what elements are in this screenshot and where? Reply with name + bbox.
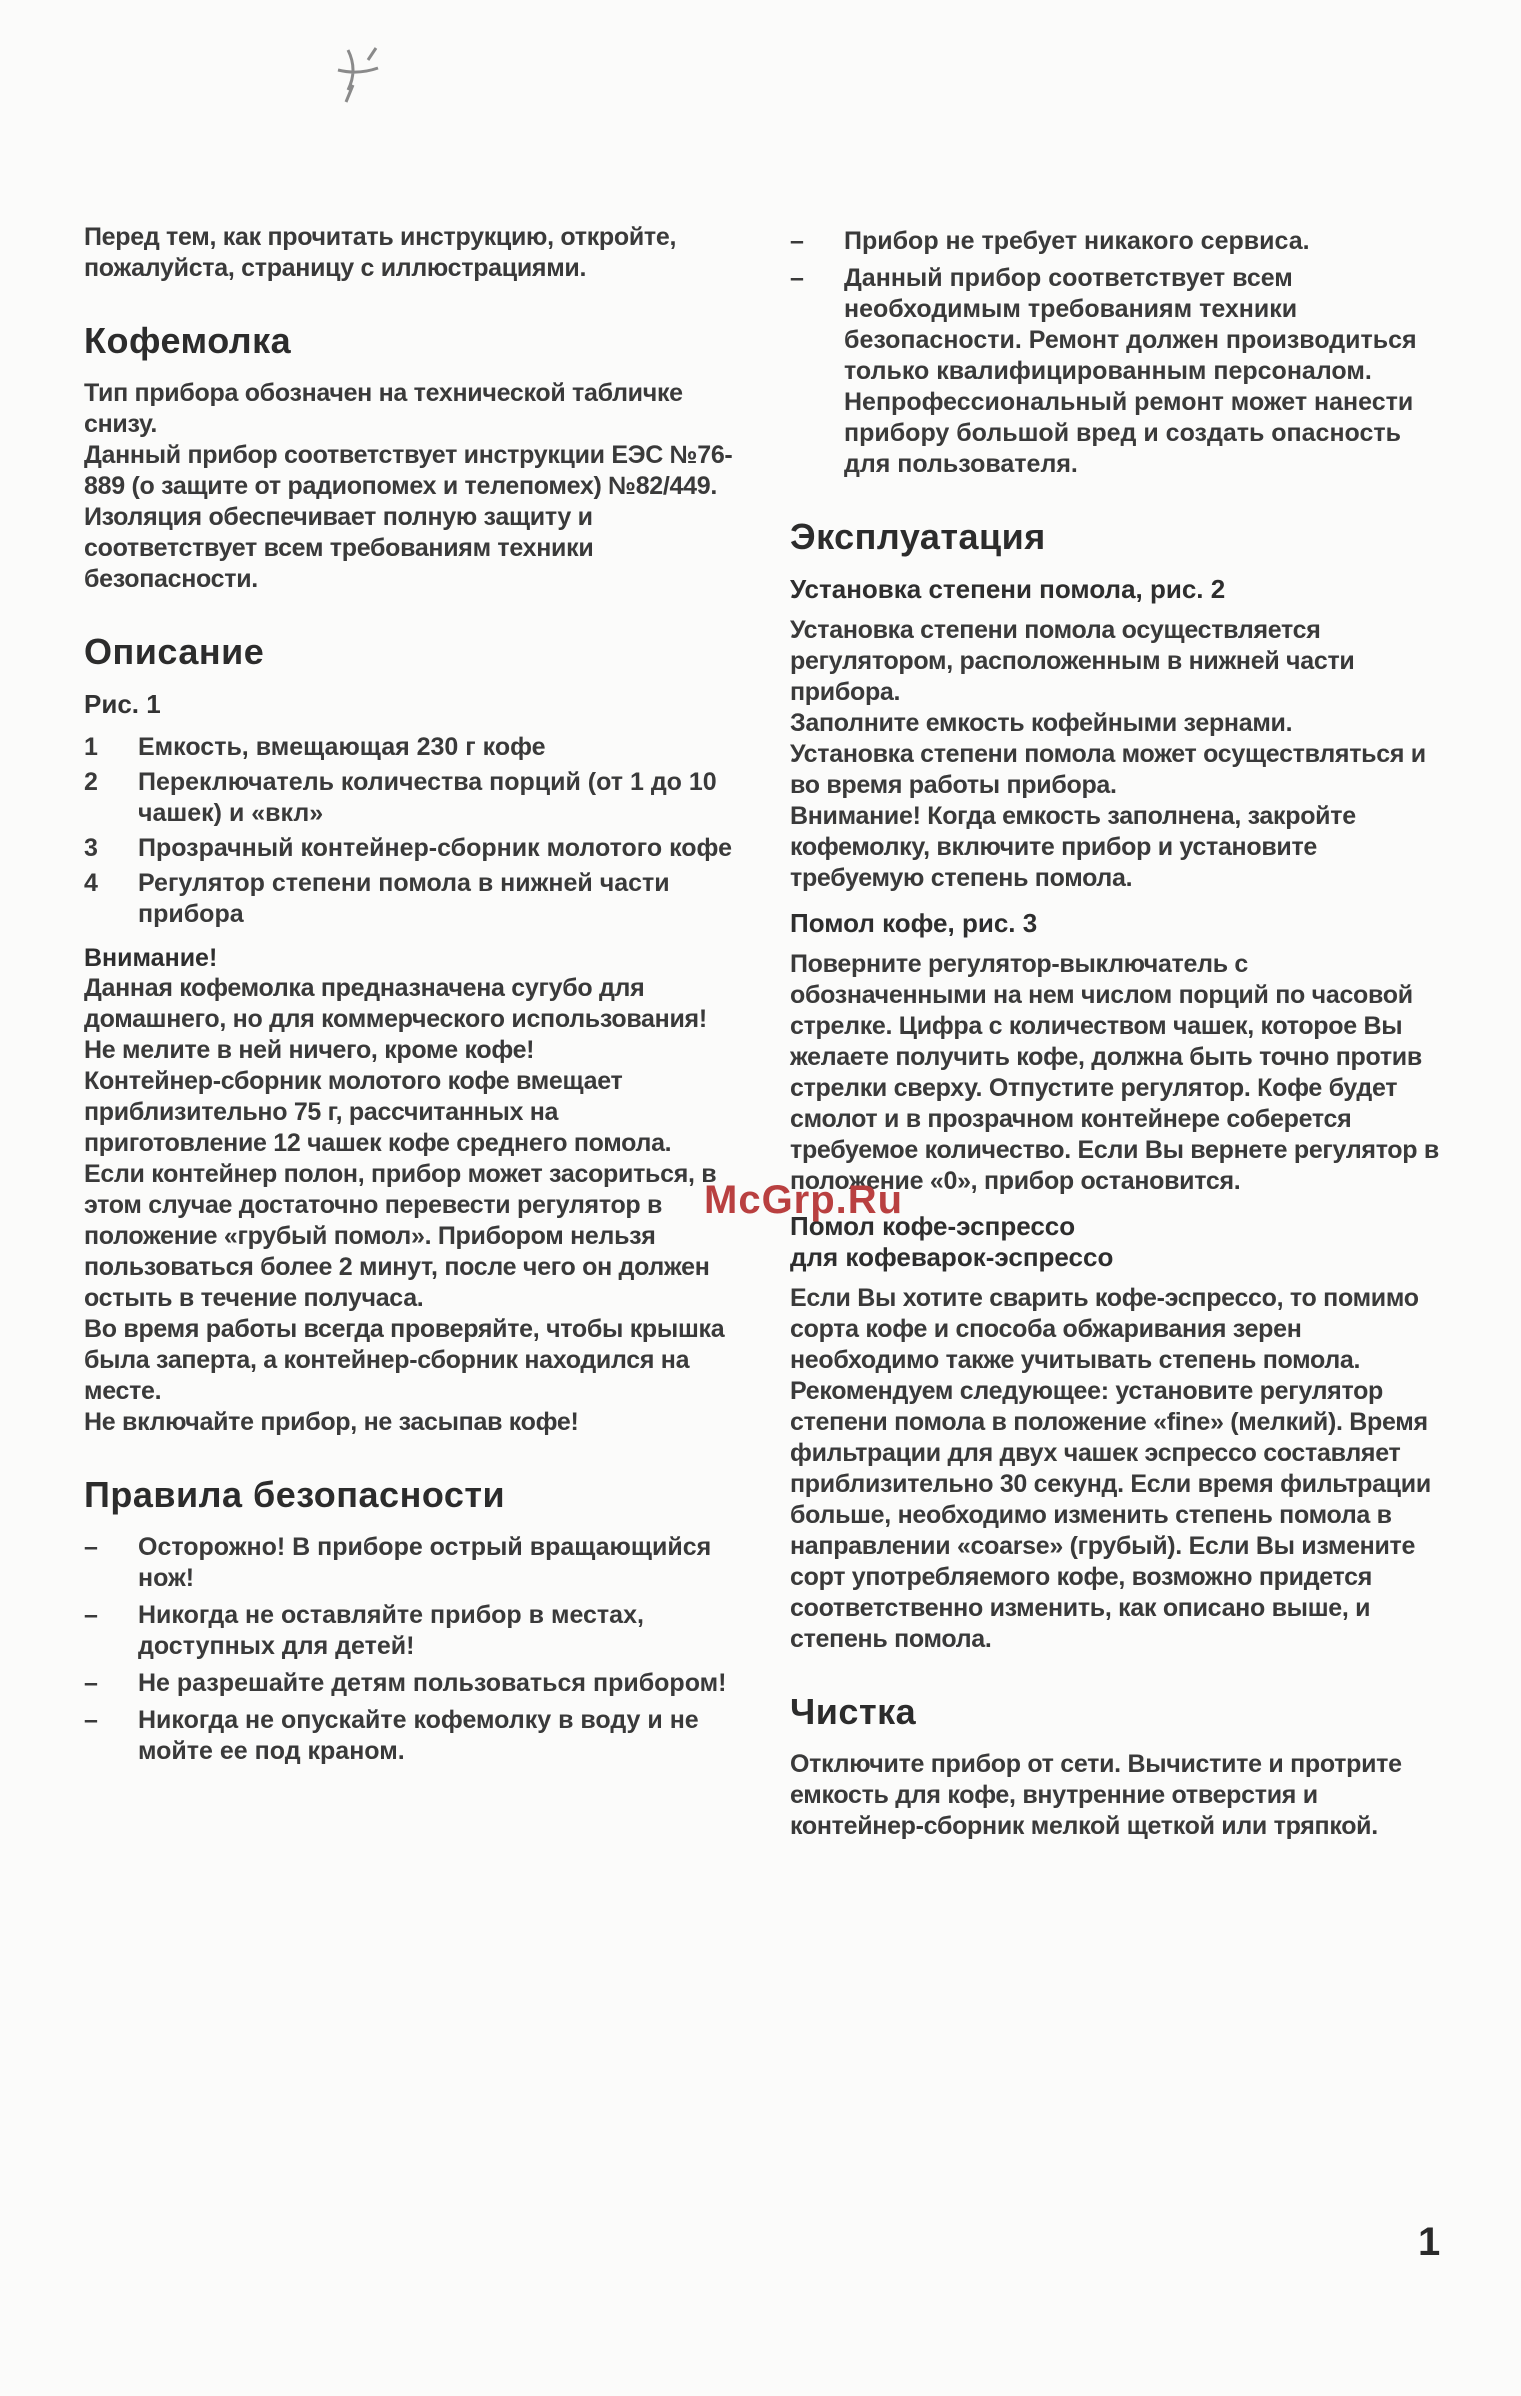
kofemolka-paragraph-2: Данный прибор соответствует инструкции ЕЭС №76-889 (о защите от радиопомех и телепомех) №82/449. — [84, 441, 733, 500]
parts-list-item — [84, 868, 734, 930]
item-number: 4 — [84, 869, 98, 897]
rule-text: Никогда не опускайте кофемолку в воду и не мойте ее под краном. — [138, 1706, 699, 1765]
list-dash: – — [790, 227, 804, 255]
subsection-title-grind-setting: Установка степени помола, рис. 2 — [790, 574, 1226, 604]
list-dash: – — [84, 1533, 98, 1561]
warning-paragraph-2: Контейнер-сборник молотого кофе вмещает приблизительно 75 г, рассчитанных на приготовление 12 чашек кофе среднего помола. Если контейнер полон, прибор может засориться, в этом случае достаточно перевести регулятор в положение «грубый помол». Прибором нельзя пользоваться более 2 минут, после чего он должен остыть в течение получаса. — [84, 1067, 717, 1312]
safety-rule-item — [84, 1532, 734, 1594]
intro-text: Перед тем, как прочитать инструкцию, откройте, пожалуйста, страницу с иллюстрациями. — [84, 223, 677, 282]
left-column — [84, 222, 734, 1779]
rule-text: Никогда не оставляйте прибор в местах, доступных для детей! — [138, 1601, 644, 1660]
parts-list — [84, 732, 734, 930]
warning-paragraph-1: Данная кофемолка предназначена сугубо для домашнего, но для коммерческого использования! Не мелите в ней ничего, кроме кофе! — [84, 974, 707, 1064]
espresso-title-line-1: Помол кофе-эспрессо — [790, 1211, 1076, 1241]
chistka-paragraph: Отключите прибор от сети. Вычистите и протрите емкость для кофе, внутренние отверстия и контейнер-сборник мелкой щеткой или тряпкой. — [790, 1750, 1402, 1840]
section-title-kofemolka: Кофемолка — [84, 320, 292, 361]
section-title-ekspluatacia: Эксплуатация — [790, 516, 1046, 557]
warning-paragraph-4: Не включайте прибор, не засыпав кофе! — [84, 1408, 579, 1436]
item-number: 2 — [84, 768, 98, 796]
rule-text: Не разрешайте детям пользоваться прибором! — [138, 1669, 727, 1697]
right-column — [790, 226, 1440, 1842]
section-title-chistka: Чистка — [790, 1691, 917, 1732]
parts-list-item — [84, 833, 734, 864]
safety-rule-item — [790, 226, 1440, 257]
espresso-title-line-2: для кофеварок-эспрессо — [790, 1242, 1114, 1272]
ekspluatacia-paragraph-7: Рекомендуем следующее: установите регулятор степени помола в положение «fine» (мелкий). Время фильтрации для двух чашек эспрессо составляет приблизительно 30 секунд. Если время фильтрации больше, необходимо изменить степень помола в направлении «coarse» (грубый). Если Вы измените сорт употребляемого кофе, возможно придется соответственно изменить, как описано выше, и степень помола. — [790, 1377, 1431, 1653]
item-number: 3 — [84, 834, 98, 862]
list-dash: – — [790, 264, 804, 292]
section-title-opisanie: Описание — [84, 631, 265, 672]
safety-rule-item — [84, 1705, 734, 1767]
safety-rule-item — [84, 1668, 734, 1699]
ekspluatacia-paragraph-1: Установка степени помола осуществляется регулятором, расположенным в нижней части прибора. — [790, 616, 1355, 706]
subsection-title-grinding: Помол кофе, рис. 3 — [790, 908, 1038, 938]
page-number: 1 — [1418, 2220, 1441, 2264]
item-text: Регулятор степени помола в нижней части прибора — [138, 869, 670, 928]
list-dash: – — [84, 1669, 98, 1697]
parts-list-item — [84, 767, 734, 829]
rule-text: Данный прибор соответствует всем необходимым требованиям техники безопасности. Ремонт должен производиться только квалифицированным персоналом. Непрофессиональный ремонт может нанести прибору большой вред и создать опасность для пользователя. — [844, 264, 1417, 478]
section-title-pravila: Правила безопасности — [84, 1474, 506, 1515]
smudge-ornament — [318, 40, 408, 110]
ekspluatacia-paragraph-5: Поверните регулятор-выключатель с обозначенными на нем числом порций по часовой стрелке. Цифра с количеством чашек, которое Вы желаете получить кофе, должна быть точно против стрелки сверху. Отпустите регулятор. Кофе будет смолот и в прозрачном контейнере соберется требуемое количество. Если Вы вернете регулятор в положение «0», прибор остановится. — [790, 950, 1439, 1195]
figure-label: Рис. 1 — [84, 689, 161, 719]
ekspluatacia-paragraph-3: Установка степени помола может осуществляться и во время работы прибора. — [790, 740, 1426, 799]
kofemolka-paragraph-3: Изоляция обеспечивает полную защиту и соответствует всем требованиям техники безопасности. — [84, 503, 594, 593]
item-text: Переключатель количества порций (от 1 до 10 чашек) и «вкл» — [138, 768, 717, 827]
list-dash: – — [84, 1601, 98, 1629]
item-text: Прозрачный контейнер-сборник молотого кофе — [138, 834, 732, 862]
parts-list-item — [84, 732, 734, 763]
watermark: McGrp.Ru — [704, 1178, 904, 1222]
safety-rule-item — [790, 263, 1440, 480]
safety-rule-item — [84, 1600, 734, 1662]
warning-paragraph-3: Во время работы всегда проверяйте, чтобы крышка была заперта, а контейнер-сборник находился на месте. — [84, 1315, 725, 1405]
list-dash: – — [84, 1706, 98, 1734]
safety-rules-list — [84, 1532, 734, 1767]
safety-rules-continued — [790, 226, 1440, 480]
warning-heading: Внимание! — [84, 944, 218, 972]
item-text: Емкость, вмещающая 230 г кофе — [138, 733, 546, 761]
rule-text: Осторожно! В приборе острый вращающийся нож! — [138, 1533, 712, 1592]
ekspluatacia-paragraph-4: Внимание! Когда емкость заполнена, закройте кофемолку, включите прибор и установите требуемую степень помола. — [790, 802, 1356, 892]
item-number: 1 — [84, 733, 98, 761]
rule-text: Прибор не требует никакого сервиса. — [844, 227, 1310, 255]
ekspluatacia-paragraph-6: Если Вы хотите сварить кофе-эспрессо, то помимо сорта кофе и способа обжаривания зерен необходимо также учитывать степень помола. — [790, 1284, 1419, 1374]
kofemolka-paragraph-1: Тип прибора обозначен на технической табличке снизу. — [84, 379, 683, 438]
ekspluatacia-paragraph-2: Заполните емкость кофейными зернами. — [790, 709, 1293, 737]
